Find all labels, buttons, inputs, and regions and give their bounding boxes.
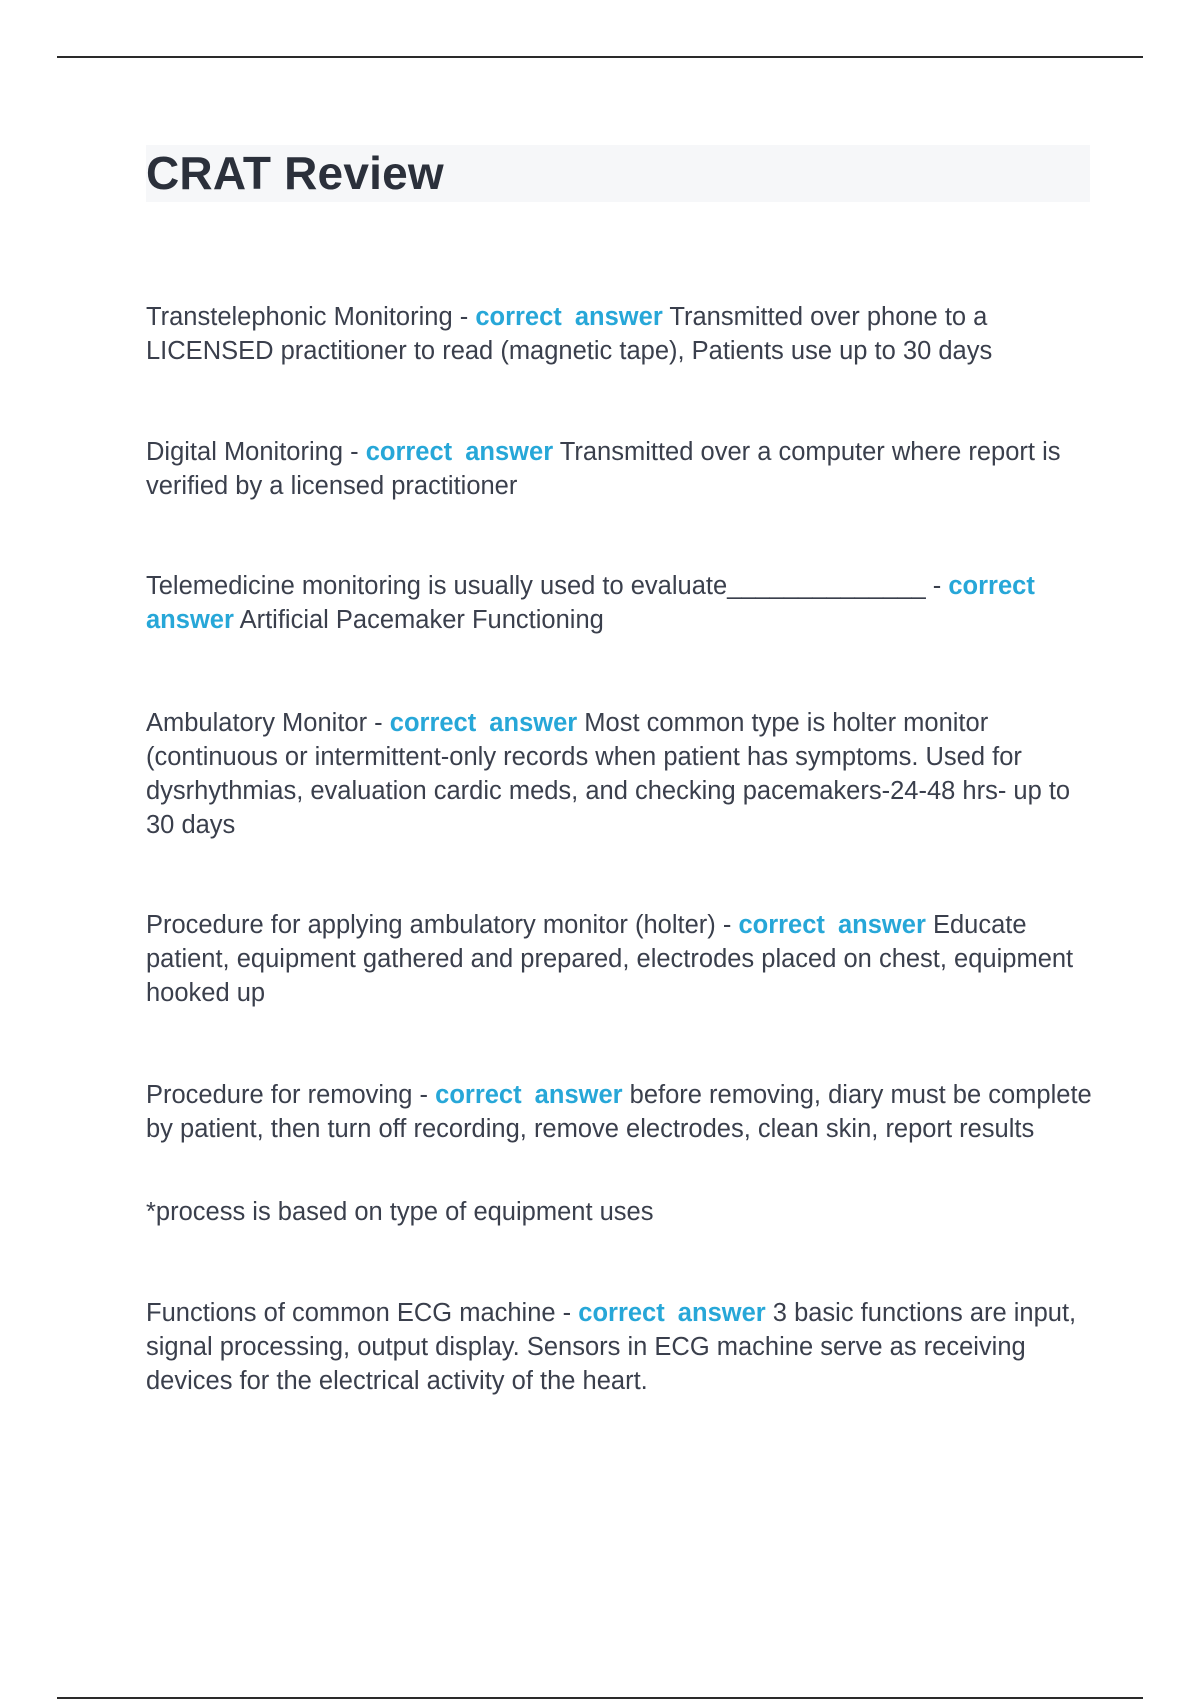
- qa-item-ecg-functions: [146, 1296, 1096, 1398]
- qa-term: Digital Monitoring -: [146, 438, 359, 466]
- correct-answer-marker: correct answer: [475, 303, 663, 331]
- correct-answer-marker: correct answer: [146, 572, 1035, 634]
- footer-rule: [57, 1697, 1143, 1699]
- qa-term: Procedure for applying ambulatory monitor (holter) -: [146, 911, 732, 939]
- qa-answer: Artificial Pacemaker Functioning: [239, 606, 604, 634]
- document-title: CRAT Review: [146, 147, 444, 199]
- qa-item-transtelephonic: [146, 300, 1096, 368]
- qa-answer: 3 basic functions are input, signal processing, output display. Sensors in ECG machine serve as receiving devices for the electrical activity of the heart.: [146, 1299, 1077, 1395]
- qa-term: Ambulatory Monitor -: [146, 709, 383, 737]
- correct-answer-marker: correct answer: [365, 438, 554, 466]
- qa-answer: Educate patient, equipment gathered and prepared, electrodes placed on chest, equipment hooked up: [146, 911, 1074, 1007]
- qa-item-ambulatory-monitor: [146, 706, 1096, 842]
- correct-answer-marker: correct answer: [578, 1299, 766, 1327]
- qa-item-applying-holter: [146, 908, 1096, 1010]
- qa-answer: Transmitted over phone to a LICENSED practitioner to read (magnetic tape), Patients use up to 30 days: [146, 303, 993, 365]
- correct-answer-marker: correct answer: [738, 911, 926, 939]
- qa-term: Procedure for removing -: [146, 1081, 429, 1109]
- qa-term: Functions of common ECG machine -: [146, 1299, 572, 1327]
- qa-answer: Most common type is holter monitor (continuous or intermittent-only records when patient has symptoms. Used for dysrhythmias, evaluation cardic meds, and checking pacemakers-24-48 hrs- up to 30 days: [146, 709, 1071, 839]
- qa-term: Transtelephonic Monitoring -: [146, 303, 469, 331]
- qa-term: Telemedicine monitoring is usually used to evaluate______________ -: [146, 572, 942, 600]
- correct-answer-marker: correct answer: [389, 709, 578, 737]
- qa-answer: Transmitted over a computer where report is verified by a licensed practitioner: [146, 438, 1061, 500]
- qa-item-removing: [146, 1078, 1096, 1146]
- header-rule: [57, 56, 1143, 58]
- correct-answer-marker: correct answer: [435, 1081, 623, 1109]
- qa-answer: before removing, diary must be complete by patient, then turn off recording, remove electrodes, clean skin, report results: [146, 1081, 1092, 1143]
- qa-item-telemedicine: [146, 569, 1096, 637]
- qa-note: *process is based on type of equipment uses: [146, 1198, 654, 1226]
- qa-item-digital-monitoring: [146, 435, 1096, 503]
